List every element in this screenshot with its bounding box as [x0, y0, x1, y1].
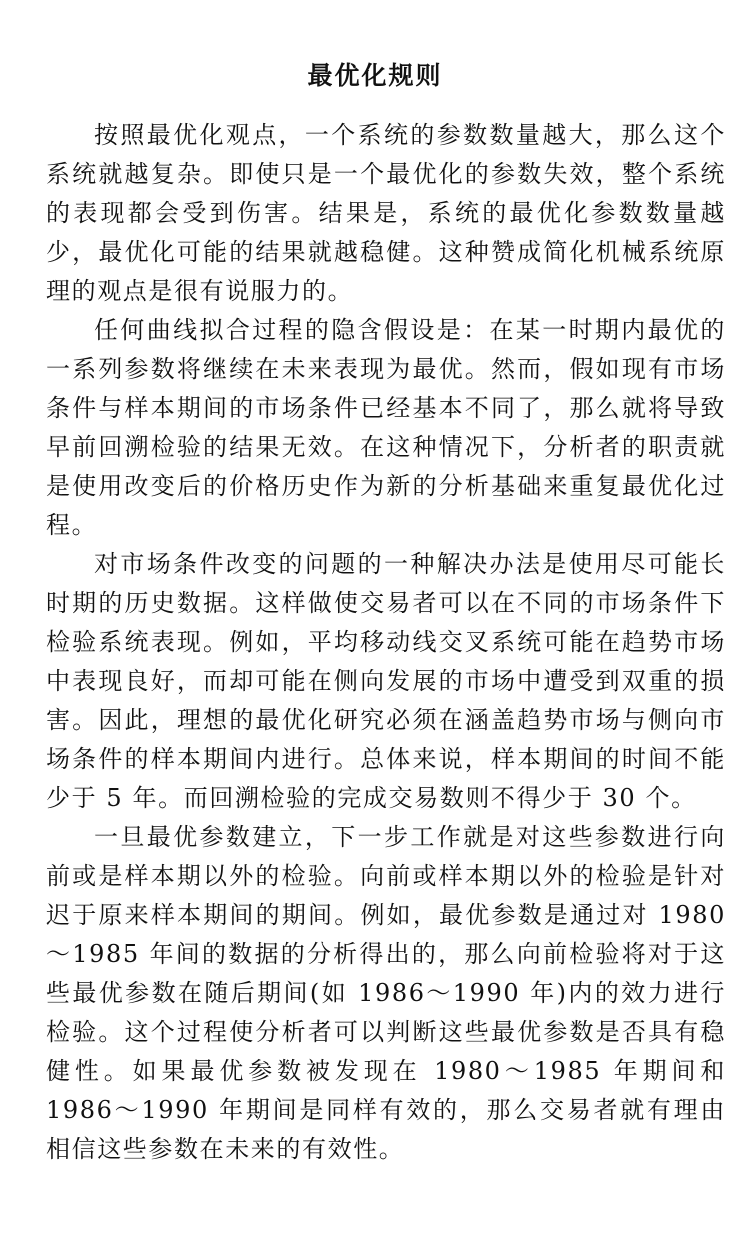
paragraph-1: 按照最优化观点，一个系统的参数数量越大，那么这个系统就越复杂。即使只是一个最优化的参数失效，整个系统的表现都会受到伤害。结果是，系统的最优化参数数量越少，最优化可能的结果就越稳健。这种赞成简化机械系统原理的观点是很有说服力的。 [46, 121, 726, 305]
paragraph-3: 对市场条件改变的问题的一种解决办法是使用尽可能长时期的历史数据。这样做使交易者可以在不同的市场条件下检验系统表现。例如，平均移动线交叉系统可能在趋势市场中表现良好，而却可能在侧向发展的市场中遭受到双重的损害。因此，理想的最优化研究必须在涵盖趋势市场与侧向市场条件的样本期间内进行。总体来说，样本期间的时间不能少于 5 年。而回溯检验的完成交易数则不得少于 30 个。 [46, 550, 726, 812]
page-title: 最优化规则 [307, 61, 443, 90]
paragraph-4: 一旦最优参数建立，下一步工作就是对这些参数进行向前或是样本期以外的检验。向前或样本期以外的检验是针对迟于原来样本期间的期间。例如，最优参数是通过对 1980～1985 年间的数据的分析得出的，那么向前检验将对于这些最优参数在随后期间(如 1986～1990 年)内的效力进行检验。这个过程使分析者可以判断这些最优参数是否具有稳健性。如果最优参数被发现在 1980～1985 年期间和 1986～1990 年期间是同样有效的，那么交易者就有理由相信这些参数在未来的有效性。 [46, 823, 726, 1163]
body-text [46, 116, 726, 1169]
paragraph-2: 任何曲线拟合过程的隐含假设是：在某一时期内最优的一系列参数将继续在未来表现为最优。然而，假如现有市场条件与样本期间的市场条件已经基本不同了，那么就将导致早前回溯检验的结果无效。在这种情况下，分析者的职责就是使用改变后的价格历史作为新的分析基础来重复最优化过程。 [46, 316, 726, 539]
